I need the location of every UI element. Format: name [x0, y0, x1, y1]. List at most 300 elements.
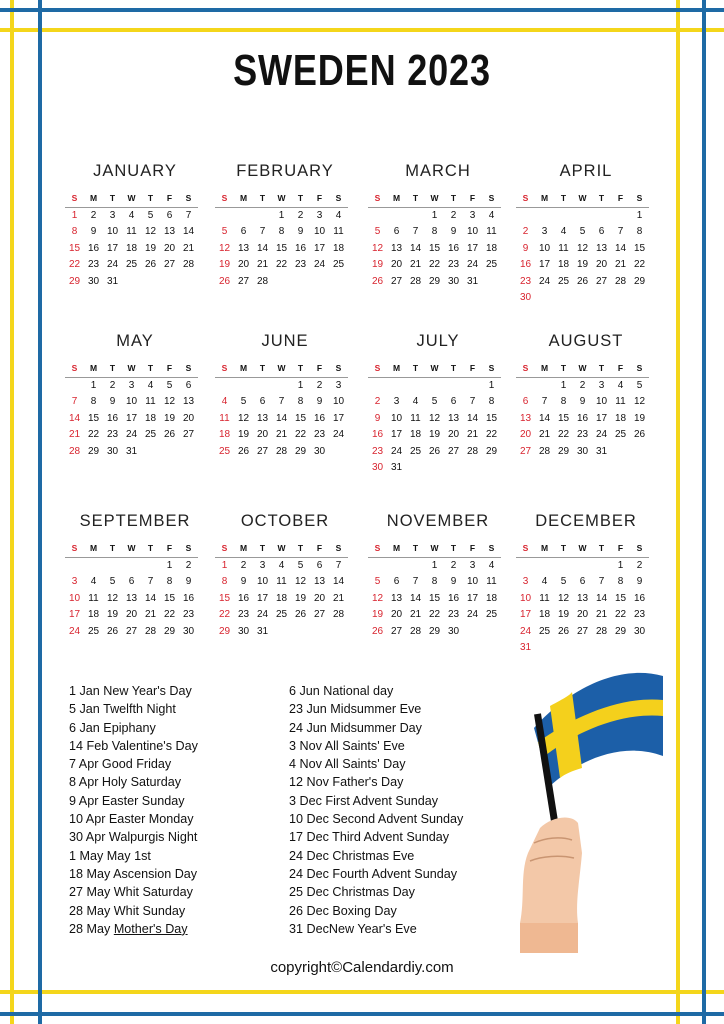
weekday-header: W — [573, 190, 592, 208]
month-june — [215, 330, 355, 457]
day-cell: 31 — [390, 462, 403, 473]
weekday-header: W — [272, 360, 291, 378]
month-march — [368, 160, 508, 287]
day-cell: 22 — [428, 259, 441, 270]
day-cell: 15 — [275, 242, 288, 254]
day-cell: 13 — [519, 412, 532, 424]
weekday-header: T — [444, 540, 463, 558]
day-cell: 23 — [447, 259, 460, 270]
weekday-header: T — [291, 360, 310, 378]
day-cell: 7 — [278, 396, 285, 407]
day-cell: 10 — [466, 226, 479, 237]
holiday-item: 14 Feb Valentine's Day — [69, 738, 198, 753]
weekday-header: S — [482, 540, 501, 558]
empty-cell — [592, 208, 611, 225]
month-days-grid — [516, 190, 649, 307]
weekday-header: F — [160, 360, 179, 378]
month-name: JUNE — [261, 332, 309, 350]
day-cell: 6 — [393, 226, 400, 237]
day-cell: 14 — [275, 412, 288, 424]
day-cell: 6 — [240, 226, 247, 237]
day-cell: 27 — [313, 609, 326, 620]
day-cell: 9 — [297, 226, 304, 237]
day-cell: 26 — [144, 259, 157, 270]
day-cell: 31 — [125, 445, 138, 457]
day-cell: 3 — [469, 209, 476, 221]
day-cell: 15 — [428, 242, 441, 254]
day-cell: 21 — [182, 242, 195, 254]
day-cell: 11 — [486, 576, 497, 587]
day-cell: 9 — [579, 396, 586, 407]
day-cell: 8 — [617, 576, 624, 587]
weekday-header: S — [516, 540, 535, 558]
day-cell: 29 — [294, 445, 307, 457]
weekday-header: S — [630, 360, 649, 378]
holiday-item: 1 Jan New Year's Day — [69, 684, 192, 698]
day-cell: 15 — [87, 412, 100, 424]
day-cell: 20 — [447, 429, 460, 440]
day-cell: 14 — [256, 242, 269, 254]
day-cell: 5 — [297, 559, 304, 571]
empty-cell — [368, 208, 387, 225]
day-cell: 23 — [237, 609, 250, 620]
weekday-header: T — [291, 540, 310, 558]
day-cell: 12 — [218, 242, 231, 254]
day-cell: 31 — [466, 275, 479, 287]
day-cell: 5 — [166, 379, 173, 391]
day-cell: 3 — [598, 379, 605, 391]
day-cell: 17 — [68, 609, 81, 620]
weekday-header: M — [84, 540, 103, 558]
day-cell: 24 — [390, 445, 403, 457]
day-cell: 30 — [182, 625, 195, 637]
day-cell: 17 — [332, 412, 345, 424]
day-cell: 20 — [125, 609, 138, 620]
day-cell: 26 — [428, 445, 441, 457]
day-cell: 28 — [275, 445, 288, 457]
day-cell: 13 — [237, 242, 250, 254]
empty-cell — [84, 558, 103, 575]
day-cell: 10 — [125, 396, 138, 407]
day-cell: 20 — [313, 592, 326, 604]
month-november — [368, 510, 508, 637]
day-cell: 1 — [560, 379, 567, 391]
day-cell: 3 — [259, 559, 266, 571]
day-cell: 2 — [316, 379, 323, 391]
empty-cell — [535, 378, 554, 395]
day-cell: 2 — [450, 559, 457, 571]
month-february — [215, 160, 355, 287]
day-cell: 25 — [332, 259, 345, 270]
day-cell: 5 — [147, 209, 154, 221]
frame-blue-top — [0, 8, 724, 12]
weekday-header: F — [310, 540, 329, 558]
weekday-header: M — [535, 540, 554, 558]
day-cell: 18 — [125, 242, 138, 254]
day-cell: 16 — [576, 412, 589, 424]
day-cell: 26 — [294, 609, 307, 620]
day-cell: 7 — [469, 396, 476, 407]
day-cell: 17 — [256, 592, 269, 604]
day-cell: 1 — [431, 209, 438, 221]
day-cell: 22 — [87, 429, 100, 440]
empty-cell — [272, 378, 291, 395]
day-cell: 4 — [278, 559, 285, 571]
day-cell: 23 — [519, 275, 532, 287]
day-cell: 4 — [560, 226, 567, 237]
day-cell: 5 — [579, 226, 586, 237]
weekday-header: W — [122, 360, 141, 378]
month-days-grid — [516, 540, 649, 657]
holiday-item: 31 DecNew Year's Eve — [289, 921, 417, 936]
weekday-header: W — [425, 360, 444, 378]
empty-cell — [387, 208, 406, 225]
weekday-header: F — [611, 540, 630, 558]
weekday-header: M — [387, 540, 406, 558]
day-cell: 20 — [595, 259, 608, 270]
empty-cell — [215, 378, 234, 395]
weekday-header: W — [272, 190, 291, 208]
day-cell: 14 — [409, 242, 422, 254]
day-cell: 1 — [297, 379, 304, 391]
day-cell: 7 — [147, 576, 154, 587]
day-cell: 11 — [333, 226, 344, 237]
month-name: AUGUST — [548, 332, 624, 350]
weekday-header: T — [141, 190, 160, 208]
day-cell: 16 — [519, 259, 532, 270]
day-cell: 13 — [313, 576, 326, 587]
day-cell: 13 — [576, 592, 589, 604]
day-cell: 6 — [259, 396, 266, 407]
day-cell: 21 — [409, 609, 422, 620]
holiday-item: 24 Dec Fourth Advent Sunday — [289, 866, 458, 881]
weekday-header: W — [573, 360, 592, 378]
day-cell: 14 — [68, 412, 81, 424]
day-cell: 6 — [522, 396, 529, 407]
empty-cell — [253, 378, 272, 395]
day-cell: 12 — [557, 592, 570, 604]
weekday-header: F — [611, 190, 630, 208]
day-cell: 23 — [106, 429, 119, 440]
day-cell: 19 — [371, 259, 384, 270]
weekday-header: F — [310, 190, 329, 208]
weekday-header: T — [253, 190, 272, 208]
day-cell: 23 — [633, 609, 646, 620]
empty-cell — [234, 208, 253, 225]
weekday-header: T — [103, 360, 122, 378]
day-cell: 13 — [125, 592, 138, 604]
weekday-header: S — [215, 540, 234, 558]
day-cell: 27 — [125, 625, 138, 637]
day-cell: 18 — [557, 259, 570, 270]
day-cell: 4 — [128, 209, 135, 221]
empty-cell — [141, 558, 160, 575]
holiday-item: 28 May Whit Sunday — [69, 903, 186, 918]
holiday-item: 27 May Whit Saturday — [69, 885, 193, 900]
day-cell: 1 — [488, 379, 495, 391]
weekday-header: T — [141, 540, 160, 558]
day-cell: 20 — [182, 412, 195, 424]
day-cell: 26 — [106, 625, 119, 637]
month-name: FEBRUARY — [236, 162, 334, 180]
day-cell: 8 — [90, 396, 97, 407]
day-cell: 28 — [68, 445, 81, 457]
month-january — [65, 160, 205, 287]
weekday-header: T — [103, 190, 122, 208]
month-october — [215, 510, 355, 637]
day-cell: 19 — [163, 412, 176, 424]
empty-cell — [573, 208, 592, 225]
weekday-header: F — [310, 360, 329, 378]
empty-cell — [215, 208, 234, 225]
day-cell: 3 — [109, 209, 116, 221]
day-cell: 30 — [447, 625, 460, 637]
holiday-item: 10 Apr Easter Monday — [69, 812, 194, 827]
day-cell: 5 — [431, 396, 438, 407]
day-cell: 8 — [221, 576, 228, 587]
empty-cell — [406, 378, 425, 395]
holiday-item-text: 28 May — [69, 921, 114, 936]
weekday-header: S — [329, 540, 348, 558]
holiday-item: 24 Jun Midsummer Day — [289, 720, 422, 735]
holiday-item: 10 Dec Second Advent Sunday — [289, 812, 464, 827]
frame-yellow-bottom — [0, 990, 724, 994]
weekday-header: F — [160, 190, 179, 208]
empty-cell — [573, 558, 592, 575]
frame-yellow-left — [10, 0, 14, 1024]
day-cell: 18 — [332, 242, 345, 254]
day-cell: 28 — [409, 275, 422, 287]
weekday-header: M — [234, 190, 253, 208]
day-cell: 4 — [335, 209, 342, 221]
holiday-item: 30 Apr Walpurgis Night — [69, 830, 198, 845]
day-cell: 19 — [294, 592, 307, 604]
month-april — [516, 160, 656, 303]
day-cell: 25 — [87, 625, 100, 637]
day-cell: 15 — [557, 412, 570, 424]
day-cell: 28 — [595, 625, 608, 637]
day-cell: 25 — [218, 445, 231, 457]
day-cell: 26 — [237, 445, 250, 457]
day-cell: 20 — [519, 429, 532, 440]
holiday-item: 3 Nov All Saints' Eve — [289, 738, 405, 753]
weekday-header: M — [387, 190, 406, 208]
day-cell: 12 — [371, 592, 384, 604]
day-cell: 29 — [68, 275, 81, 287]
day-cell: 22 — [275, 259, 288, 270]
weekday-header: S — [179, 190, 198, 208]
day-cell: 17 — [313, 242, 326, 254]
day-cell: 25 — [485, 609, 498, 620]
month-name: OCTOBER — [240, 512, 330, 530]
day-cell: 21 — [256, 259, 269, 270]
holiday-item: 8 Apr Holy Saturday — [69, 775, 182, 790]
weekday-header: S — [179, 540, 198, 558]
weekday-header: S — [368, 540, 387, 558]
day-cell: 27 — [576, 625, 589, 637]
day-cell: 20 — [163, 242, 176, 254]
day-cell: 30 — [633, 625, 646, 637]
day-cell: 27 — [256, 445, 269, 457]
day-cell: 5 — [374, 576, 381, 587]
month-days-grid — [368, 540, 501, 640]
day-cell: 16 — [87, 242, 100, 254]
day-cell: 6 — [579, 576, 586, 587]
empty-cell — [554, 208, 573, 225]
day-cell: 25 — [409, 445, 422, 457]
day-cell: 27 — [182, 429, 195, 440]
day-cell: 19 — [576, 259, 589, 270]
weekday-header: S — [65, 360, 84, 378]
day-cell: 2 — [450, 209, 457, 221]
empty-cell — [253, 208, 272, 225]
day-cell: 23 — [576, 429, 589, 440]
day-cell: 6 — [316, 559, 323, 571]
day-cell: 6 — [166, 209, 173, 221]
day-cell: 8 — [431, 576, 438, 587]
day-cell: 11 — [615, 396, 626, 407]
day-cell: 15 — [614, 592, 627, 604]
day-cell: 9 — [316, 396, 323, 407]
day-cell: 9 — [374, 412, 381, 424]
day-cell: 8 — [166, 576, 173, 587]
day-cell: 13 — [390, 592, 403, 604]
frame-yellow-top — [0, 28, 724, 32]
holiday-item: 17 Dec Third Advent Sunday — [289, 830, 450, 845]
month-name: MARCH — [405, 162, 471, 180]
empty-cell — [65, 378, 84, 395]
day-cell: 17 — [466, 592, 479, 604]
day-cell: 3 — [541, 226, 548, 237]
day-cell: 22 — [557, 429, 570, 440]
month-days-grid — [215, 190, 348, 290]
day-cell: 26 — [371, 625, 384, 637]
weekday-header: W — [573, 540, 592, 558]
day-cell: 26 — [633, 429, 646, 440]
day-cell: 9 — [185, 576, 192, 587]
day-cell: 23 — [294, 259, 307, 270]
holiday-item: 1 May May 1st — [69, 848, 151, 863]
day-cell: 27 — [595, 275, 608, 287]
day-cell: 23 — [182, 609, 195, 620]
day-cell: 20 — [237, 259, 250, 270]
day-cell: 24 — [466, 609, 479, 620]
holiday-item: 25 Dec Christmas Day — [289, 885, 415, 900]
weekday-header: M — [535, 190, 554, 208]
weekday-header: T — [592, 190, 611, 208]
empty-cell — [103, 558, 122, 575]
holiday-item: 3 Dec First Advent Sunday — [289, 793, 439, 808]
holiday-item: 24 Dec Christmas Eve — [289, 848, 415, 863]
day-cell: 10 — [313, 226, 326, 237]
day-cell: 7 — [71, 396, 78, 407]
day-cell: 28 — [466, 445, 479, 457]
day-cell: 14 — [182, 226, 195, 237]
day-cell: 29 — [485, 445, 498, 457]
day-cell: 1 — [90, 379, 97, 391]
holiday-item: 7 Apr Good Friday — [69, 757, 172, 772]
month-name: JANUARY — [93, 162, 177, 180]
day-cell: 12 — [144, 226, 157, 237]
day-cell: 2 — [90, 209, 97, 221]
day-cell: 11 — [219, 412, 230, 424]
weekday-header: S — [65, 540, 84, 558]
day-cell: 15 — [633, 242, 646, 254]
weekday-header: F — [160, 540, 179, 558]
day-cell: 21 — [409, 259, 422, 270]
weekday-header: F — [463, 540, 482, 558]
day-cell: 19 — [106, 609, 119, 620]
day-cell: 14 — [144, 592, 157, 604]
weekday-header: S — [482, 190, 501, 208]
day-cell: 10 — [332, 396, 345, 407]
day-cell: 11 — [276, 576, 287, 587]
weekday-header: W — [272, 540, 291, 558]
day-cell: 27 — [390, 625, 403, 637]
frame-yellow-right — [676, 0, 680, 1024]
weekday-header: S — [516, 190, 535, 208]
day-cell: 7 — [335, 559, 342, 571]
day-cell: 7 — [541, 396, 548, 407]
day-cell: 22 — [68, 259, 81, 270]
day-cell: 27 — [237, 275, 250, 287]
weekday-header: S — [329, 360, 348, 378]
holiday-item: 5 Jan Twelfth Night — [69, 702, 176, 717]
day-cell: 26 — [557, 625, 570, 637]
day-cell: 5 — [560, 576, 567, 587]
day-cell: 28 — [256, 275, 269, 287]
holiday-item: 26 Dec Boxing Day — [289, 903, 397, 918]
day-cell: 17 — [519, 609, 532, 620]
weekday-header: T — [554, 360, 573, 378]
weekday-header: M — [234, 540, 253, 558]
day-cell: 12 — [294, 576, 307, 587]
day-cell: 4 — [488, 209, 495, 221]
sweden-flag-in-hand-icon — [520, 668, 670, 963]
day-cell: 24 — [466, 259, 479, 270]
day-cell: 17 — [106, 242, 119, 254]
day-cell: 19 — [371, 609, 384, 620]
day-cell: 16 — [237, 592, 250, 604]
day-cell: 2 — [374, 396, 381, 407]
empty-cell — [516, 208, 535, 225]
day-cell: 29 — [428, 275, 441, 287]
day-cell: 8 — [431, 226, 438, 237]
day-cell: 1 — [71, 209, 78, 221]
empty-cell — [516, 558, 535, 575]
mothers-day-link[interactable]: Mother's Day — [113, 921, 188, 936]
day-cell: 26 — [163, 429, 176, 440]
day-cell: 8 — [297, 396, 304, 407]
empty-cell — [368, 378, 387, 395]
weekday-header: T — [141, 360, 160, 378]
day-cell: 24 — [106, 259, 119, 270]
weekday-header: T — [406, 540, 425, 558]
weekday-header: S — [630, 190, 649, 208]
day-cell: 21 — [68, 429, 81, 440]
weekday-header: T — [592, 540, 611, 558]
day-cell: 24 — [68, 625, 81, 637]
weekday-header: M — [234, 360, 253, 378]
day-cell: 24 — [595, 429, 608, 440]
day-cell: 18 — [144, 412, 157, 424]
frame-blue-right — [702, 0, 706, 1024]
day-cell: 2 — [109, 379, 116, 391]
day-cell: 22 — [163, 609, 176, 620]
day-cell: 11 — [126, 226, 137, 237]
month-name: MAY — [116, 332, 154, 350]
day-cell: 26 — [218, 275, 231, 287]
